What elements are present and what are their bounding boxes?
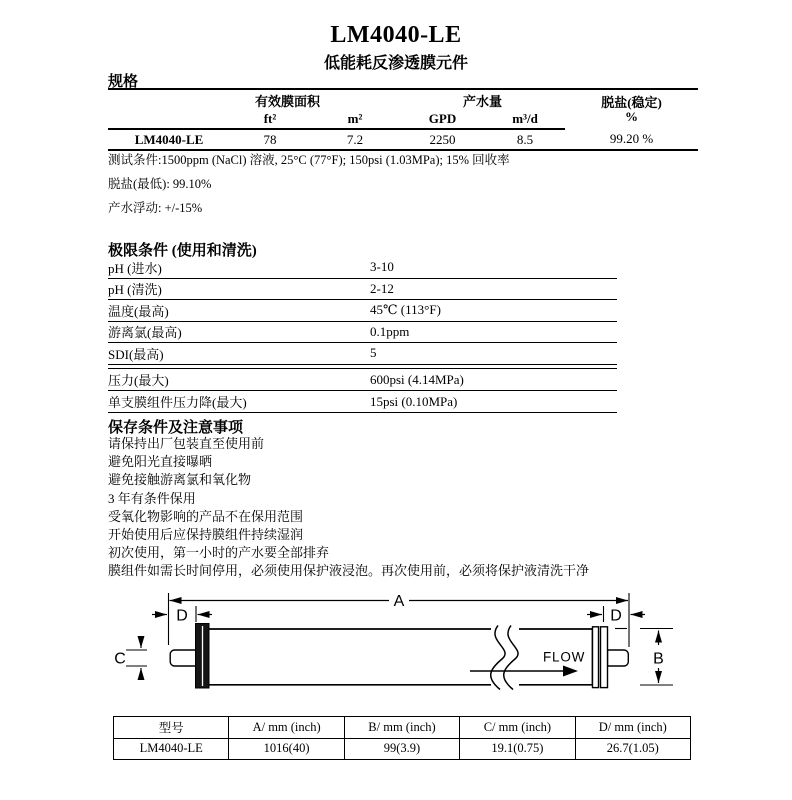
storage-line: 受氧化物影响的产品不在保用范围 <box>108 508 304 524</box>
limit-label: 温度(最高) <box>108 303 169 319</box>
dim-header-d: D/ mm (inch) <box>575 717 690 739</box>
spec-table <box>108 88 698 151</box>
dim-d-left-label: D <box>176 607 188 625</box>
spec-col-ft2: ft² <box>230 110 310 129</box>
spec-group-area: 有效膜面积 <box>255 93 321 109</box>
limit-value: 600psi (4.14MPa) <box>370 371 464 387</box>
spec-m3d-cell: 8.5 <box>485 129 565 150</box>
spec-group-header-row <box>108 89 698 110</box>
limit-value: 15psi (0.10MPa) <box>370 393 458 409</box>
limit-row <box>108 369 617 391</box>
limit-row <box>108 391 617 413</box>
test-conditions <box>108 153 510 225</box>
limit-row <box>108 279 617 301</box>
limit-label: pH (清洗) <box>108 282 162 298</box>
storage-line: 开始使用后应保持膜组件持续湿润 <box>108 527 304 543</box>
dim-header-model: 型号 <box>114 717 229 739</box>
limit-value: 0.1ppm <box>370 323 410 339</box>
dim-c-label: C <box>114 650 126 668</box>
limit-label: 游离氯(最高) <box>108 325 182 341</box>
left-permeate-stub <box>170 650 196 666</box>
end-cap-ring-1 <box>593 627 599 688</box>
dim-a-cell: 1016(40) <box>229 738 344 760</box>
dim-a-label: A <box>393 593 405 610</box>
limit-label: 单支膜组件压力降(最大) <box>108 395 247 410</box>
limit-value: 5 <box>370 345 377 361</box>
spec-gpd-cell: 2250 <box>400 129 485 150</box>
dimension-header-row <box>114 717 691 739</box>
spec-salt-cell: 99.20 % <box>565 129 698 150</box>
spec-empty-cell <box>108 110 230 129</box>
dimension-table <box>113 716 691 760</box>
limit-row <box>108 300 617 322</box>
spec-col-gpd: GPD <box>400 110 485 129</box>
storage-line: 初次使用，第一小时的产水要全部排弃 <box>108 545 330 561</box>
dim-d-right-label: D <box>610 607 622 625</box>
flow-label: FLOW <box>543 649 586 665</box>
spec-model-cell: LM4040-LE <box>108 129 230 150</box>
dim-b-label: B <box>653 650 664 668</box>
spec-group-salt <box>565 89 698 129</box>
spec-col-m3d: m³/d <box>485 110 565 129</box>
flow-variation-line: 产水浮动: +/-15% <box>108 201 203 215</box>
dim-c-cell: 19.1(0.75) <box>460 738 575 760</box>
dim-b-cell: 99(3.9) <box>344 738 459 760</box>
spec-group-salt-label: 脱盐(稳定) <box>601 94 662 110</box>
page-title: LM4040-LE <box>330 22 462 48</box>
test-condition-line: 测试条件:1500ppm (NaCl) 溶液, 25°C (77°F); 150psi (1.03MPa); 15% 回收率 <box>108 153 510 167</box>
dim-header-b: B/ mm (inch) <box>344 717 459 739</box>
spec-group-salt-unit: % <box>625 108 639 124</box>
limit-label: SDI(最高) <box>108 346 164 362</box>
limit-value: 45℃ (113°F) <box>370 302 441 318</box>
spec-group-flow: 产水量 <box>463 93 503 109</box>
storage-line: 膜组件如需长时间停用，必须使用保护液浸泡。再次使用前，必须将保护液清洗干净 <box>108 563 590 579</box>
break-squiggle-2 <box>504 626 518 690</box>
storage-line: 避免接触游离氯和氧化物 <box>108 472 252 488</box>
dimension-data-row <box>114 738 691 760</box>
right-permeate-stub <box>608 650 629 666</box>
spec-ft2-cell: 78 <box>230 129 310 150</box>
page-subtitle: 低能耗反渗透膜元件 <box>323 55 468 72</box>
storage-line: 3 年有条件保用 <box>108 490 196 506</box>
limit-row <box>108 343 617 365</box>
limit-value: 3-10 <box>370 259 394 275</box>
limit-label: 压力(最大) <box>108 373 169 388</box>
limit-row <box>108 257 617 279</box>
storage-line: 避免阳光直接曝晒 <box>108 454 213 470</box>
limit-label: pH (进水) <box>108 260 162 276</box>
spec-col-m2: m² <box>310 110 400 129</box>
membrane-element-diagram <box>110 588 690 706</box>
body-outline <box>209 629 593 685</box>
storage-line: 请保持出厂包装直至使用前 <box>108 436 265 451</box>
min-rejection-line: 脱盐(最低): 99.10% <box>108 177 212 191</box>
spec-data-row <box>108 129 698 150</box>
limits-section-heading: 极限条件 (使用和清洗) <box>108 243 257 259</box>
end-cap-ring-2 <box>601 627 608 688</box>
dim-header-c: C/ mm (inch) <box>460 717 575 739</box>
limits-table <box>108 257 617 413</box>
spec-section-heading: 规格 <box>108 74 139 90</box>
spec-m2-cell: 7.2 <box>310 129 400 150</box>
dim-header-a: A/ mm (inch) <box>229 717 344 739</box>
storage-section-heading: 保存条件及注意事项 <box>108 420 244 436</box>
limit-row <box>108 322 617 344</box>
dim-model-cell: LM4040-LE <box>114 738 229 760</box>
break-squiggle-1 <box>491 626 505 690</box>
limit-value: 2-12 <box>370 280 394 296</box>
dimension-c <box>126 637 147 679</box>
spec-empty-cell <box>108 89 230 110</box>
storage-notes <box>108 435 589 581</box>
dim-d-cell: 26.7(1.05) <box>575 738 690 760</box>
